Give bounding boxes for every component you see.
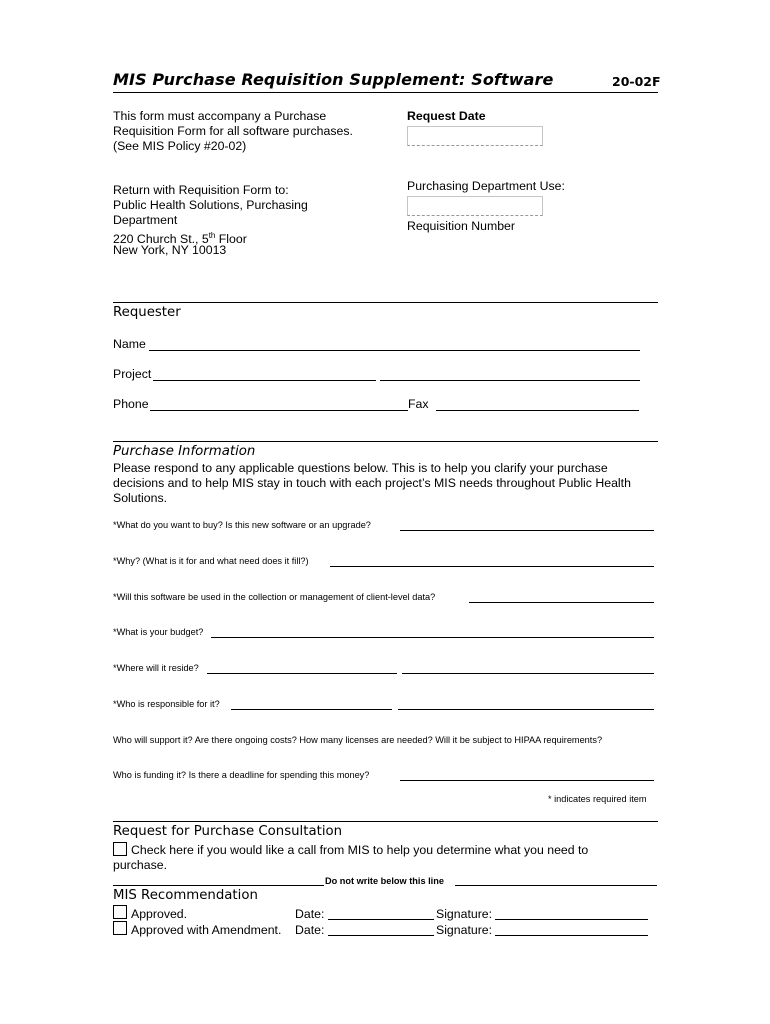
answer-client-data[interactable]	[469, 602, 654, 603]
approved-date-field[interactable]	[328, 919, 434, 920]
return-line-1: Return with Requisition Form to:	[113, 183, 289, 197]
amendment-checkbox[interactable]	[113, 921, 127, 935]
question-budget: *What is your budget?	[113, 627, 204, 637]
header-rule	[113, 92, 658, 93]
divider-line-left	[113, 885, 324, 886]
question-funding: Who is funding it? Is there a deadline for spending this money?	[113, 770, 370, 780]
question-responsible: *Who is responsible for it?	[113, 699, 220, 709]
answer-responsible-2[interactable]	[398, 709, 654, 710]
question-reside: *Where will it reside?	[113, 663, 199, 673]
question-client-data: *Will this software be used in the collection or management of client-level data?	[113, 592, 436, 602]
request-date-field[interactable]	[407, 126, 543, 146]
answer-reside-2[interactable]	[402, 673, 654, 674]
answer-responsible-1[interactable]	[231, 709, 392, 710]
request-date-label: Request Date	[407, 109, 486, 123]
name-field[interactable]	[149, 350, 640, 351]
purchasing-label: Purchasing Department Use:	[407, 179, 565, 193]
amendment-signature-label: Signature:	[436, 923, 493, 937]
approved-date-label: Date:	[295, 907, 325, 921]
fax-label: Fax	[408, 397, 429, 411]
amendment-date-field[interactable]	[328, 935, 434, 936]
consultation-heading: Request for Purchase Consultation	[113, 824, 343, 839]
answer-funding[interactable]	[400, 780, 654, 781]
answer-budget[interactable]	[211, 637, 654, 638]
consultation-checkbox[interactable]	[113, 842, 127, 856]
question-buy: *What do you want to buy? Is this new software or an upgrade?	[113, 520, 371, 530]
amendment-signature-field[interactable]	[495, 935, 648, 936]
intro-line-1: This form must accompany a Purchase	[113, 109, 327, 123]
intro-line-2: Requisition Form for all software purchases.	[113, 124, 353, 138]
amendment-date-label: Date:	[295, 923, 325, 937]
return-line-3: Department	[113, 213, 178, 227]
form-number: 20-02F	[612, 74, 661, 89]
phone-label: Phone	[113, 397, 149, 411]
requisition-number-label: Requisition Number	[407, 219, 515, 233]
question-why: *Why? (What is it for and what need does it fill?)	[113, 556, 309, 566]
project-field-1[interactable]	[153, 380, 376, 381]
approved-label: Approved.	[131, 907, 188, 921]
project-label: Project	[113, 367, 152, 381]
requester-rule	[113, 302, 658, 303]
purchase-info-intro-2: decisions and to help MIS stay in touch with each project’s MIS needs throughout Public Health	[113, 476, 631, 490]
divider-line-right	[455, 885, 657, 886]
recommendation-heading: MIS Recommendation	[113, 888, 258, 903]
return-line-2: Public Health Solutions, Purchasing	[113, 198, 308, 212]
question-support: Who will support it? Are there ongoing costs? How many licenses are needed? Will it be subject to HIPAA requirements?	[113, 735, 603, 745]
required-note: * indicates required item	[548, 794, 647, 804]
consultation-rule	[113, 821, 658, 822]
name-label: Name	[113, 337, 146, 351]
project-field-2[interactable]	[380, 380, 640, 381]
return-line-5: New York, NY 10013	[113, 243, 227, 257]
amendment-label: Approved with Amendment.	[131, 923, 282, 937]
intro-line-3: (See MIS Policy #20-02)	[113, 139, 247, 153]
answer-reside-1[interactable]	[207, 673, 397, 674]
requisition-number-field[interactable]	[407, 196, 543, 216]
consultation-text-2: purchase.	[113, 858, 168, 872]
approved-signature-field[interactable]	[495, 919, 648, 920]
purchase-info-intro-1: Please respond to any applicable questions below. This is to help you clarify your purchase	[113, 461, 608, 475]
phone-field[interactable]	[150, 410, 408, 411]
approved-checkbox[interactable]	[113, 905, 127, 919]
divider-text: Do not write below this line	[325, 876, 444, 886]
purchase-info-intro-3: Solutions.	[113, 491, 168, 505]
purchase-info-rule	[113, 441, 658, 442]
form-title: MIS Purchase Requisition Supplement: Software	[113, 70, 554, 89]
requester-heading: Requester	[113, 305, 181, 320]
purchase-info-heading: Purchase Information	[113, 444, 256, 459]
return-line-4: 220 Church St., 5th Floor	[113, 231, 247, 247]
consultation-text-1: Check here if you would like a call from MIS to help you determine what you need to	[131, 843, 589, 857]
approved-signature-label: Signature:	[436, 907, 493, 921]
answer-why[interactable]	[330, 566, 654, 567]
answer-buy[interactable]	[400, 530, 654, 531]
fax-field[interactable]	[436, 410, 639, 411]
